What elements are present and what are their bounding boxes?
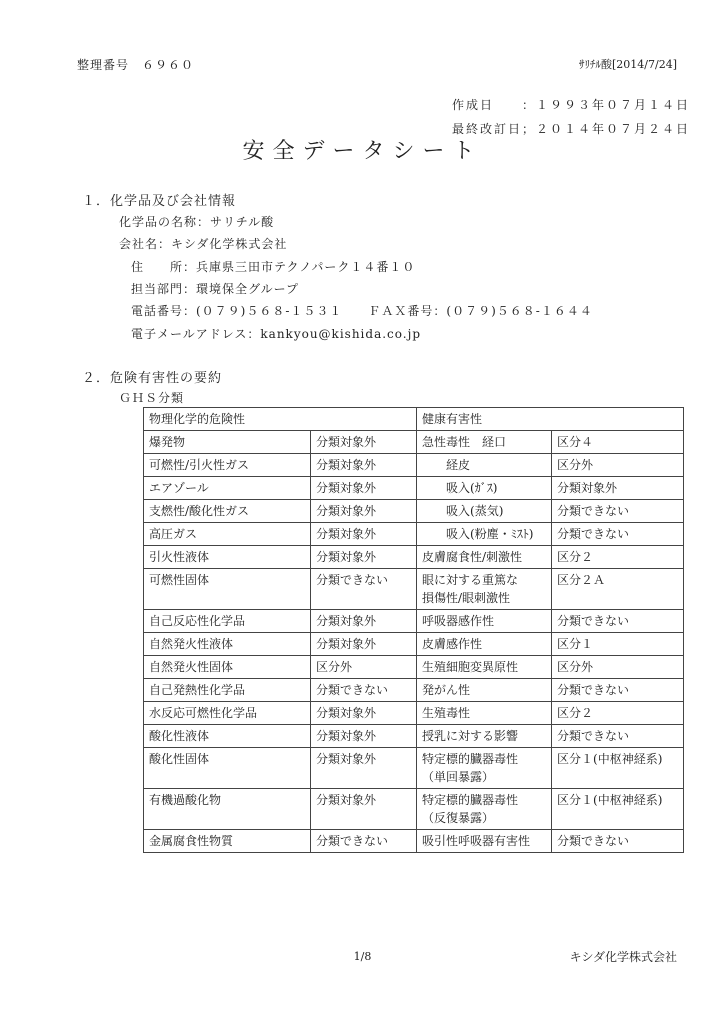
physical-hazard-name: 有機過酸化物 — [144, 789, 311, 830]
physical-hazard-class: 分類対象外 — [311, 500, 417, 523]
health-hazard-name: 経皮 — [417, 454, 552, 477]
table-row — [144, 610, 684, 633]
ghs-classification-table — [143, 407, 684, 853]
physical-hazard-class: 分類対象外 — [311, 610, 417, 633]
physical-hazard-class: 分類対象外 — [311, 725, 417, 748]
health-hazard-class: 分類できない — [552, 523, 684, 546]
physical-hazard-class: 分類対象外 — [311, 748, 417, 789]
table-row — [144, 523, 684, 546]
table-row — [144, 789, 684, 830]
physical-hazard-class: 分類対象外 — [311, 546, 417, 569]
physical-hazard-name: 自己発熱性化学品 — [144, 679, 311, 702]
physical-hazard-class: 分類対象外 — [311, 702, 417, 725]
ghs-subheading: ＧＨＳ分類 — [119, 391, 185, 405]
table-row — [144, 679, 684, 702]
table-row — [144, 830, 684, 853]
health-hazard-class: 分類対象外 — [552, 477, 684, 500]
physical-hazard-name: 爆発物 — [144, 431, 311, 454]
physical-hazard-class: 分類できない — [311, 679, 417, 702]
table-row — [144, 569, 684, 610]
physical-hazard-class: 分類対象外 — [311, 789, 417, 830]
physical-hazard-name: 引火性液体 — [144, 546, 311, 569]
table-row — [144, 500, 684, 523]
health-hazard-name: 発がん性 — [417, 679, 552, 702]
physical-hazard-name: エアゾール — [144, 477, 311, 500]
footer-company: キシダ化学株式会社 — [569, 950, 677, 964]
physical-hazard-name: 可燃性固体 — [144, 569, 311, 610]
table-row — [144, 431, 684, 454]
document-reference: ｻﾘﾁﾙ酸[2014/7/24] — [579, 58, 677, 71]
health-hazard-name: 授乳に対する影響 — [417, 725, 552, 748]
table-row — [144, 656, 684, 679]
table-header-row — [144, 408, 684, 431]
physical-hazard-name: 酸化性液体 — [144, 725, 311, 748]
health-hazard-class: 区分２ — [552, 546, 684, 569]
physical-hazard-name: 自然発火性固体 — [144, 656, 311, 679]
health-hazard-name: 特定標的臓器毒性 （反復暴露） — [417, 789, 552, 830]
section2-heading: ２．危険有害性の要約 — [82, 371, 223, 386]
physical-hazard-class: 分類できない — [311, 569, 417, 610]
health-hazard-name: 眼に対する重篤な 損傷性/眼刺激性 — [417, 569, 552, 610]
table-row — [144, 546, 684, 569]
table-row — [144, 454, 684, 477]
physical-hazard-name: 金属腐食性物質 — [144, 830, 311, 853]
company-address: 住 所：兵庫県三田市テクノパーク１４番１０ — [131, 260, 416, 274]
health-hazard-class: 分類できない — [552, 679, 684, 702]
health-hazard-name: 生殖毒性 — [417, 702, 552, 725]
table-row — [144, 702, 684, 725]
health-hazard-class: 分類できない — [552, 610, 684, 633]
reference-number: 整理番号 ６９６０ — [77, 58, 195, 72]
physical-hazard-name: 酸化性固体 — [144, 748, 311, 789]
health-hazard-class: 区分２Ａ — [552, 569, 684, 610]
health-hazard-class: 区分４ — [552, 431, 684, 454]
physical-hazard-class: 分類対象外 — [311, 477, 417, 500]
health-hazard-class: 区分１ — [552, 633, 684, 656]
physical-hazard-name: 支燃性/酸化性ガス — [144, 500, 311, 523]
health-hazard-name: 皮膚感作性 — [417, 633, 552, 656]
table-row — [144, 725, 684, 748]
health-hazard-class: 区分外 — [552, 656, 684, 679]
physical-hazard-name: 高圧ガス — [144, 523, 311, 546]
health-hazard-name: 吸入(ｶﾞｽ) — [417, 477, 552, 500]
health-hazard-name: 吸引性呼吸器有害性 — [417, 830, 552, 853]
physical-hazard-class: 分類対象外 — [311, 431, 417, 454]
revised-date: 最終改訂日；２０１４年０７月２４日 — [452, 122, 691, 136]
health-hazard-name: 生殖細胞変異原性 — [417, 656, 552, 679]
health-hazard-class: 区分１(中枢神経系) — [552, 789, 684, 830]
physical-hazard-name: 自然発火性液体 — [144, 633, 311, 656]
physical-hazard-class: 分類できない — [311, 830, 417, 853]
physical-hazard-class: 分類対象外 — [311, 454, 417, 477]
health-hazard-class: 分類できない — [552, 725, 684, 748]
physical-hazard-name: 自己反応性化学品 — [144, 610, 311, 633]
physical-hazard-class: 区分外 — [311, 656, 417, 679]
health-hazard-class: 分類できない — [552, 830, 684, 853]
section1-heading: １．化学品及び会社情報 — [82, 194, 237, 209]
health-hazard-name: 急性毒性 経口 — [417, 431, 552, 454]
health-hazard-name: 吸入(蒸気) — [417, 500, 552, 523]
phone-fax: 電話番号：(０７９)５６８-１５３１ ＦＡＸ番号：(０７９)５６８-１６４４ — [131, 304, 593, 318]
email-address: 電子メールアドレス：kankyou@kishida.co.jp — [131, 327, 421, 341]
page-number: 1/8 — [353, 950, 372, 963]
health-hazard-class: 区分外 — [552, 454, 684, 477]
physical-hazard-name: 水反応可燃性化学品 — [144, 702, 311, 725]
table-row — [144, 633, 684, 656]
page-title: 安全データシート — [242, 139, 483, 164]
health-hazard-name: 皮膚腐食性/刺激性 — [417, 546, 552, 569]
physical-hazards-header: 物理化学的危険性 — [144, 408, 417, 431]
created-date: 作成日 ：１９９３年０７月１４日 — [452, 98, 691, 112]
product-name: 化学品の名称：サリチル酸 — [119, 215, 275, 229]
physical-hazard-name: 可燃性/引火性ガス — [144, 454, 311, 477]
health-hazard-name: 吸入(粉塵・ﾐｽﾄ) — [417, 523, 552, 546]
table-row — [144, 748, 684, 789]
health-hazard-class: 区分１(中枢神経系) — [552, 748, 684, 789]
health-hazard-class: 区分２ — [552, 702, 684, 725]
company-name: 会社名：キシダ化学株式会社 — [119, 237, 288, 251]
health-hazards-header: 健康有害性 — [417, 408, 684, 431]
table-row — [144, 477, 684, 500]
physical-hazard-class: 分類対象外 — [311, 633, 417, 656]
health-hazard-class: 分類できない — [552, 500, 684, 523]
department: 担当部門：環境保全グループ — [131, 282, 300, 296]
health-hazard-name: 特定標的臓器毒性 （単回暴露） — [417, 748, 552, 789]
physical-hazard-class: 分類対象外 — [311, 523, 417, 546]
health-hazard-name: 呼吸器感作性 — [417, 610, 552, 633]
